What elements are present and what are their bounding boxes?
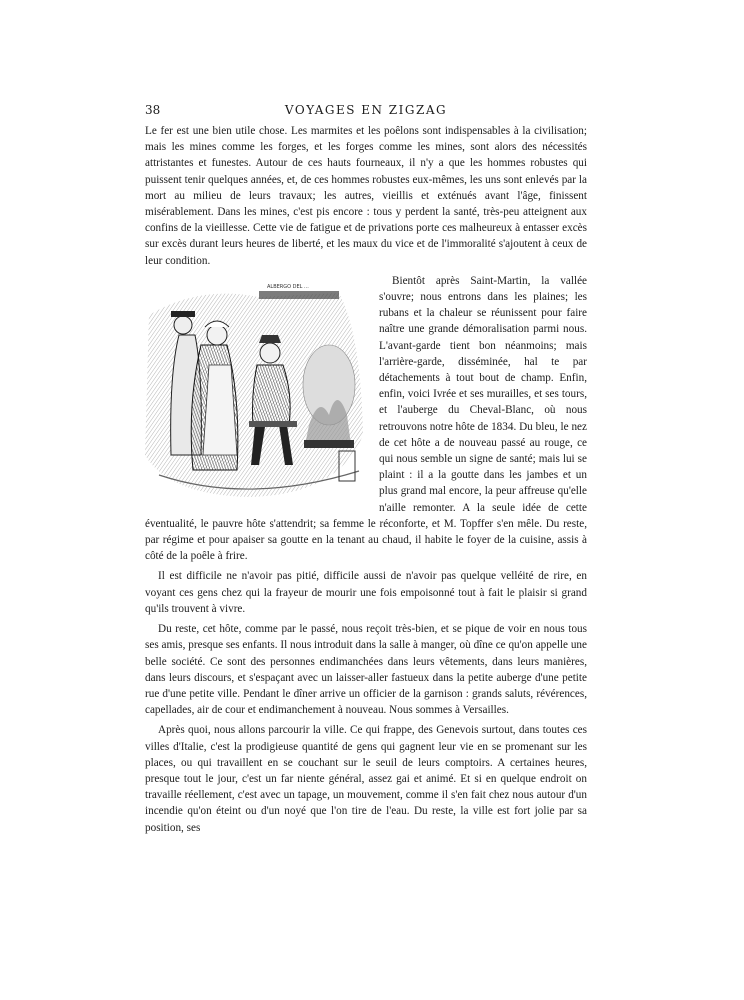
kitchen-hearth-illustration: [139, 275, 367, 501]
paragraph-4: Du reste, cet hôte, comme par le passé, nous reçoit très-bien, et se pique de voir en nous tous ses amis, presque ses enfants. Il nous introduit dans la salle à manger, où dîne ce qu'on appelle une belle société. Ce sont des personnes endimanchées dans leurs vêtements, dans leurs manières, dans leurs discours, et s'espaçant avec un laisser-aller fastueux dans la petite auberge d'une petite rue d'une petite ville. Pendant le dîner arrive un officier de la garnison : grands saluts, révérences, capellades, air de cour et endimanchement à nouveau. Nous sommes à Versailles.: [145, 623, 587, 717]
paragraph-1: Le fer est une bien utile chose. Les marmites et les poêlons sont indispensables à la civilisation; mais les mines comme les forges, et les forges comme les mines, sont alors des nécessités attristantes et funestes. Autour de ces hauts fourneaux, il n'y a que les hommes robustes qui puissent tenir quelques années, et, de ces hommes robustes eux-mêmes, les uns sont enlevés par la mort au milieu de leurs travaux; les autres, vieillis et exténués avant l'âge, finissent misérablement. Dans les mines, c'est pis encore : tous y perdent la santé, très-peu atteignent aux confins de la vieillesse. Cette vie de fatigue et de privations porte ces malheureux à entasser excès sur excès durant leurs heures de liberté, et les maux du vice et de l'immoralité s'ajoutent à ceux de leur condition.: [145, 125, 587, 267]
paragraph-2: Bientôt après Saint-Martin, la vallée s'ouvre; nous entrons dans les plaines; les rubans et la chaleur se réunissent pour faire naître une grande démoralisation parmi nous. L'avant-garde tient bon néanmoins; mais l'arrière-garde, disséminée, hal te par détachements à tout bout de champ. Enfin, enfin, voici Ivrée et ses murailles, et ses tours, et l'auberge du Cheval-Blanc, où nous retrouvons notre hôte de 1834. Du bleu, le nez de cet hôte a de nouveau passé au rouge, ce qui nous semble un signe de santé; mais lui se plaint : il a la goutte dans les jambes et un plus grand mal encore, la peur affreuse qu'elle n'aille remonter. A la seule idée de cette éventualité, le pauvre hôte s'attendrit; sa femme le réconforte, et M. Topffer s'en mêle. Du reste, par régime et pour apaiser sa goutte en la tenant au chaud, il habite le foyer de la cuisine, assis à côté de la poêle à frire.: [145, 274, 587, 563]
page-number: 38: [145, 103, 161, 117]
engraving-image: [139, 275, 367, 501]
paragraph-5: Après quoi, nous allons parcourir la ville. Ce qui frappe, des Genevois surtout, dans toutes ces villes d'Italie, c'est la prodigieuse quantité de gens qui gagnent leur vie en se promenant sur les places, ou qui travaillent en se couchant sur le seuil de leurs comptoirs. A certaines heures, presque tout le jour, c'est un far niente général, assez gai et animé. Et si en quelque endroit on travaille réellement, c'est avec un tapage, un mouvement, comme il s'en fait chez nous autour d'un incendie qu'on éteint ou d'un noyé que l'on tire de l'eau. Du reste, la ville est fort jolie par sa position, ses: [145, 724, 587, 834]
body-text: [145, 123, 587, 840]
paragraph-3: Il est difficile ne n'avoir pas pitié, difficile aussi de n'avoir pas quelque velléité de rire, en voyant ces gens chez qui la frayeur de mourir une fois empoisonné tout à fait le plaisir si grand qu'ils trouvent à vivre.: [145, 570, 587, 615]
page-header: [145, 103, 587, 119]
inn-sign-text: ALBERGO DEL ...: [267, 283, 309, 290]
running-title: VOYAGES EN ZIGZAG: [284, 103, 448, 117]
